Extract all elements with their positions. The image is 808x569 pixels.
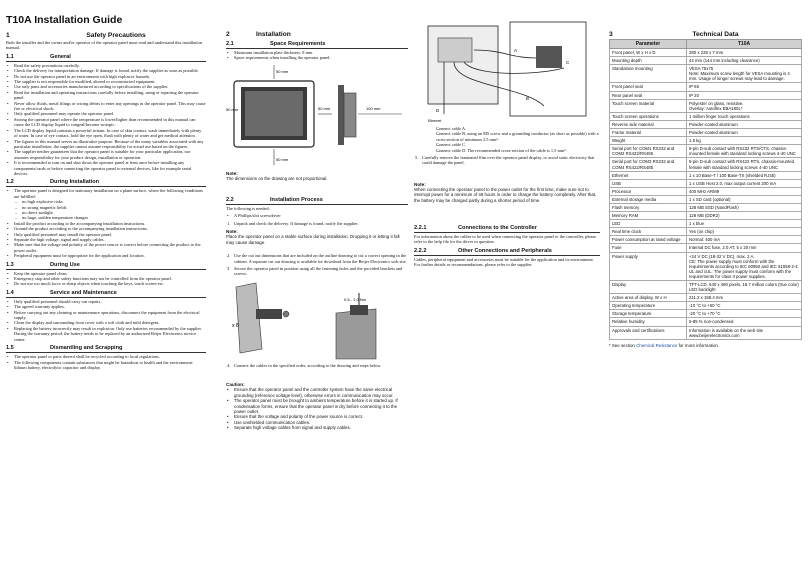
- table-row: [610, 310, 802, 318]
- table-row: [610, 158, 802, 171]
- caution-list: [226, 387, 408, 430]
- space-requirements-figure: [226, 63, 408, 168]
- value-cell: Information is available on the web site www.beijerelectronics.com: [687, 326, 802, 339]
- divider: [226, 204, 408, 205]
- value-cell: 1 x USB Host 2.0, max output current 200 mA: [687, 179, 802, 187]
- space-list: [226, 50, 408, 61]
- list-item: • Only qualified personnel should carry out repairs.: [6, 299, 206, 304]
- parameter-cell: Approvals and certifications: [610, 326, 687, 339]
- controller-cabinet: [510, 22, 586, 116]
- table-body: [610, 49, 802, 340]
- table-row: [610, 203, 802, 211]
- table-row: [610, 57, 802, 65]
- parameter-cell: LED: [610, 220, 687, 228]
- parameter-cell: USB: [610, 179, 687, 187]
- technical-data-table: [609, 39, 802, 340]
- note-text: The dimensions on the drawing are not proportional.: [226, 175, 328, 181]
- caution-heading: Caution:: [226, 382, 245, 388]
- value-cell: 44 mm (144 mm including clearance): [687, 57, 802, 65]
- parameter-cell: Processor: [610, 187, 687, 195]
- divider: [6, 269, 206, 270]
- list-item: • Clean the display and surrounding front cover with a soft cloth and mild detergent.: [6, 320, 206, 325]
- list-item: • Before carrying out any cleaning or maintenance operations, disconnect the equipment from the electrical supply.: [6, 310, 206, 321]
- value-cell: 128 MB (DDR2): [687, 212, 802, 220]
- value-cell: IP 20: [687, 91, 802, 99]
- value-cell: 1.5 kg: [687, 137, 802, 145]
- table-row: [610, 49, 802, 57]
- divider: [6, 61, 206, 62]
- process-intro: The following is needed:: [226, 206, 270, 212]
- list-item: • Keep the operator panel clean.: [6, 271, 206, 276]
- heading-during-installation: 1.2 During Installation: [6, 179, 100, 186]
- value-cell: 400 MHz ARM9: [687, 187, 802, 195]
- table-row: [610, 145, 802, 158]
- parameter-cell: Flash memory: [610, 203, 687, 211]
- list-item: • Replacing the battery incorrectly may result in explosion. Only use batteries recommended by the supplier. During the warranty period, the battery needs to be replaced by an authorized Beijer Electronics service center.: [6, 326, 206, 342]
- value-cell: VESA 75x75 Note: Maximum screw length for VESA mounting is 4 mm. Usage of longer screws may lead to damage.: [687, 65, 802, 83]
- step-list: [414, 155, 600, 166]
- heading-during-use: 1.3 During Use: [6, 261, 80, 268]
- heading-installation-process: 2.2 Installation Process: [226, 197, 323, 204]
- column-header-model: T10A: [687, 40, 802, 49]
- list-item: – no direct sunlight: [6, 210, 206, 215]
- list-item: • Read the installation and operating instructions carefully before installing, using or repairing the operator panel.: [6, 90, 206, 101]
- table-header-row: [610, 40, 802, 49]
- table-row: [610, 212, 802, 220]
- list-item: • Separate high voltage cables from signal and supply cables.: [226, 425, 408, 430]
- table-row: [610, 294, 802, 302]
- value-cell: TFT-LCD. 640 x 480 pixels, 16.7 million colors (true color) LED backlight: [687, 281, 802, 294]
- dim-left: 50 mm: [226, 106, 239, 112]
- note-text: Place the operator panel on a stable surface during installation. Dropping it or letting it fall may cause damage.: [226, 234, 400, 245]
- list-item: • Only qualified personnel may install the operator panel.: [6, 232, 206, 237]
- value-cell: 128 MB SSD (NandFlash): [687, 203, 802, 211]
- parameter-cell: Power consumption at rated voltage: [610, 236, 687, 244]
- parameter-cell: Touch screen operations: [610, 112, 687, 120]
- list-item: • Space requirements when installing the operator panel:: [226, 55, 408, 60]
- panel-screen-inner: [245, 91, 303, 136]
- list-item: – Connect cable B, using an M5 screw and a grounding conductor (as short as possible) with a cross-section of minimum 2.5 mm².: [428, 131, 600, 142]
- list-item: • Peripheral equipment must be appropriate for the application and location.: [6, 253, 206, 258]
- list-item: • The operator panel must be brought to ambient temperature before it is started up. If condensation forms, ensure that the operator panel is dry before connecting it to the power outlet.: [226, 398, 408, 414]
- general-list: [6, 63, 206, 177]
- parameter-cell: Real time clock: [610, 228, 687, 236]
- heading-controller: 2.2.1 Connections to the Controller: [414, 225, 537, 232]
- table-row: [610, 318, 802, 326]
- value-cell: 1 x 10 Base-T / 100 Base-TX (shielded RJ45): [687, 171, 802, 179]
- list-item: • Use unshielded communication cables.: [226, 420, 408, 425]
- section-heading-technical-data: 3 Technical Data: [609, 31, 739, 38]
- parameter-cell: Serial port for COM3 RS232 and COM4 RS422/RS485: [610, 158, 687, 171]
- list-item: – no high explosive risks: [6, 199, 206, 204]
- list-item: • Ground the product according to the accompanying installation instructions.: [6, 226, 206, 231]
- footnote: * See section Chemical Resistance for more information.: [609, 342, 720, 348]
- list-item: • Ensure that the voltage and polarity of the power source is correct.: [226, 414, 408, 419]
- column-connections: [414, 14, 600, 269]
- peripherals-text: Cables, peripheral equipment and accessories must be suitable for the application and its environment. For further details or recommendations, please refer to the supplier.: [414, 256, 594, 268]
- list-item: • The agreed warranty applies.: [6, 304, 206, 309]
- chemical-resistance-link[interactable]: Chemical Resistance: [636, 342, 678, 348]
- dismantling-list: [6, 354, 206, 370]
- parameter-cell: External storage media: [610, 195, 687, 203]
- label-c: C: [566, 60, 570, 65]
- table-row: [610, 137, 802, 145]
- installation-list: [6, 188, 206, 199]
- list-item: • Do not use the operator panel in an environment with high explosive hazards.: [6, 74, 206, 79]
- step-5: 5. Carefully remove the laminated film over the operator panel display, to avoid static electricity that could damage the panel.: [414, 155, 600, 166]
- parameter-cell: Front panel seal: [610, 83, 687, 91]
- table-row: [610, 228, 802, 236]
- list-item: • Install the product according to the accompanying installation instructions.: [6, 221, 206, 226]
- table-row: [610, 83, 802, 91]
- heading-service: 1.4 Service and Maintenance: [6, 289, 117, 296]
- parameter-cell: Reverse side material: [610, 120, 687, 128]
- parameter-cell: Frame material: [610, 129, 687, 137]
- list-item: • The operator panel or parts thereof shall be recycled according to local regulations.: [6, 354, 206, 359]
- list-item: • The following components contain substances that might be hazardous to health and the environment: lithium battery, electrolytic capacitor and display.: [6, 360, 206, 371]
- note-text: When connecting the operator panel to the power outlet for the first time, make sure not to interrupt power for a minimum of 48 hours in order to charge the battery completely. After that, the battery may be charged partly during a shorter period of time.: [414, 186, 597, 203]
- list-item: – Connect cable C.: [428, 142, 600, 147]
- panel-side-bezel: [338, 85, 344, 145]
- parameter-cell: Ethernet: [610, 171, 687, 179]
- list-item: • Never allow fluids, metal filings or wiring debris to enter any openings in the operator panel. This may cause fire or electrical shock.: [6, 101, 206, 112]
- parameter-cell: Relative humidity: [610, 318, 687, 326]
- table-row: [610, 252, 802, 280]
- parameter-cell: Front panel, W x H x D: [610, 49, 687, 57]
- screw-count: x 8: [232, 322, 239, 329]
- list-item: • A Phillips/slot screwdriver: [226, 213, 408, 218]
- table-row: [610, 99, 802, 112]
- list-item: • The operator panel is designed for stationary installation on a plane surface, where the following conditions are fulfilled:: [6, 188, 206, 199]
- label-b: B: [526, 96, 530, 101]
- cable-connection-figure: [414, 16, 600, 124]
- list-item: – Connect cable D. The recommended cross-section of the cable is 1.5 mm².: [428, 148, 600, 153]
- step-list: [226, 253, 408, 277]
- section-heading-safety: 1 Safety Precautions: [6, 32, 146, 39]
- divider: [6, 186, 206, 187]
- value-cell: -20 °C to +70 °C: [687, 310, 802, 318]
- value-cell: Powder-coated aluminum: [687, 129, 802, 137]
- dim-rear: 100 mm: [366, 105, 381, 111]
- section-heading-installation: 2 Installation: [226, 31, 291, 38]
- use-list: [6, 271, 206, 287]
- column-safety: [6, 14, 206, 370]
- step-list: [226, 363, 408, 368]
- value-cell: Yes (on chip): [687, 228, 802, 236]
- list-item: • The supplier neither guarantees that the operator panel is suitable for your particular application, nor assumes responsibility for your product design, installation or operation.: [6, 149, 206, 160]
- parameter-cell: Standalone mounting: [610, 65, 687, 83]
- value-cell: Powder-coated aluminum: [687, 120, 802, 128]
- table-row: [610, 236, 802, 244]
- list-item: • Read the safety precautions carefully.: [6, 63, 206, 68]
- list-item: • The figures in this manual serves an illustrative purpose. Because of the many variables associated with any particular installation, the supplier cannot assume responsibility for actual use based on the figures.: [6, 139, 206, 150]
- table-row: [610, 244, 802, 252]
- table-row: [610, 179, 802, 187]
- table-row: [610, 281, 802, 294]
- dim-top: 50 mm: [276, 68, 289, 74]
- column-technical-data: [609, 14, 802, 348]
- parameter-cell: Active area of display, W x H: [610, 294, 687, 302]
- parameter-cell: Fuse: [610, 244, 687, 252]
- note-heading: Note:: [414, 181, 426, 187]
- panel-side-body: [344, 93, 356, 137]
- step-list: [226, 221, 408, 226]
- parameter-cell: Touch screen material: [610, 99, 687, 112]
- value-cell: Internal DC fuse, 2.0 AT, 5 x 20 mm: [687, 244, 802, 252]
- list-item: • Use only parts and accessories manufactured according to specifications of the supplier.: [6, 84, 206, 89]
- table-row: [610, 112, 802, 120]
- table-row: [610, 120, 802, 128]
- table-row: [610, 171, 802, 179]
- parameter-cell: Power supply: [610, 252, 687, 280]
- step-3: 3. Secure the operator panel in position using all the fastening holes and the provided brackets and screws:: [226, 266, 408, 277]
- dim-bottom: 50 mm: [276, 156, 289, 162]
- parameter-cell: Serial port for COM1 RS232 and COM2 RS422/RS485: [610, 145, 687, 158]
- list-item: • Ensure that the operator panel and the controller system have the same electrical grounding (reference voltage level), otherwise errors in communication may occur.: [226, 387, 408, 398]
- value-cell: 211.2 x 158.4 mm: [687, 294, 802, 302]
- parameter-cell: Operating temperature: [610, 302, 687, 310]
- value-cell: +24 V DC (18-32 V DC), max. 2 A. CE: The power supply must conform with the requirements according to IEC 60950 and IEC 61558-2-4. UL and cUL: The power supply must conform with the requirements for class II power supplies.: [687, 252, 802, 280]
- parameter-cell: Memory RAM: [610, 212, 687, 220]
- divider: [414, 232, 600, 233]
- bracket-left: [256, 309, 282, 319]
- table-row: [610, 302, 802, 310]
- list-item: • Storing the operator panel where the temperature is lower/higher than recommended in this manual can cause the LCD display liquid to congeal/become isotopic.: [6, 117, 206, 128]
- value-cell: 9-pin D-sub contact with RS232 RTS/CTS, chassis-mounted female with standard locking screws 4-40 UNC: [687, 145, 802, 158]
- divider: [6, 352, 206, 353]
- document-title: T10A Installation Guide: [6, 14, 123, 26]
- step-1: 1. Unpack and check the delivery. If damage is found, notify the supplier.: [226, 221, 408, 226]
- heading-dismantling: 1.5 Dismantling and Scrapping: [6, 345, 123, 352]
- table-row: [610, 220, 802, 228]
- step-2: 2. Use the cut out dimensions that are included on the outline drawing to cut a correct opening in the cabinet. A separate cut out drawing is available for download from the Beijer Electronics web site.: [226, 253, 408, 264]
- panel-housing-right: [336, 309, 376, 359]
- controller-text: For information about the cables to be used when connecting the operator panel to the controller, please refer to the help file for the driver in question.: [414, 234, 597, 245]
- note-heading: Note:: [226, 229, 238, 235]
- table-row: [610, 65, 802, 83]
- list-item: • Make sure that the voltage and polarity of the power source is correct before connecting the product to the power outlet.: [6, 242, 206, 253]
- step-4: 4. Connect the cables in the specified order, according to the drawing and steps below.: [226, 363, 408, 368]
- safety-intro: Both the installer and the owner and/or operator of the operator panel must read and understand this installation manual.: [6, 40, 202, 51]
- heading-general: 1.1 General: [6, 53, 71, 60]
- installation-conditions-list: [6, 199, 206, 221]
- list-item: – Connect cable A.: [428, 126, 600, 131]
- torque-value: 0.5 - 1.0 Nm: [344, 296, 367, 302]
- value-cell: 1 x SD card (optional): [687, 195, 802, 203]
- table-row: [610, 326, 802, 339]
- divider: [226, 48, 408, 49]
- divider: [6, 297, 206, 298]
- list-item: • Separate the high voltage, signal and supply cables.: [6, 237, 206, 242]
- value-cell: IP 65: [687, 83, 802, 91]
- parameter-cell: Display: [610, 281, 687, 294]
- parameter-cell: Mounting depth: [610, 57, 687, 65]
- list-item: • Only qualified personnel may operate the operator panel.: [6, 111, 206, 116]
- parameter-cell: Rear panel seal: [610, 91, 687, 99]
- value-cell: Polyester on glass, resistive. Overlay: Autoflex EBA180L*: [687, 99, 802, 112]
- list-item: • The LCD display liquid contains a powerful irritant. In case of skin contact, wash immediately with plenty of water. In case of eye contact, hold the eye open, flush with plenty of water and get medical attention.: [6, 128, 206, 139]
- value-cell: -10 °C to +60 °C: [687, 302, 802, 310]
- service-list: [6, 299, 206, 342]
- divider: [414, 255, 600, 256]
- list-item: • Check the delivery for transportation damage. If damage is found, notify the supplier as soon as possible.: [6, 68, 206, 73]
- value-cell: Normal: 400 mA: [687, 236, 802, 244]
- heading-space-requirements: 2.1 Space Requirements: [226, 41, 326, 47]
- table-row: [610, 187, 802, 195]
- parameter-cell: Storage temperature: [610, 310, 687, 318]
- column-installation: [226, 14, 408, 431]
- connector-block: [438, 38, 472, 62]
- note-heading: Note:: [226, 170, 238, 176]
- table-row: [610, 129, 802, 137]
- controller-unit: [536, 46, 562, 68]
- list-item: • Do not use too much force or sharp objects when touching the keys, touch screen etc.: [6, 281, 206, 286]
- tools-list: [226, 213, 408, 218]
- table-row: [610, 91, 802, 99]
- value-cell: 9-pin D-sub contact with RS422 RTS, chassis-mounted female with standard locking screws 4-40 UNC: [687, 158, 802, 171]
- connection-steps: [414, 126, 600, 153]
- figure-caption: Ethernet: [428, 119, 442, 123]
- parameter-cell: Weight: [610, 137, 687, 145]
- list-item: – no strong magnetic fields: [6, 205, 206, 210]
- list-item: • The supplier is not responsible for modified, altered or reconstructed equipment.: [6, 79, 206, 84]
- label-d: D: [436, 108, 440, 113]
- table-row: [610, 195, 802, 203]
- installation-list-2: [6, 221, 206, 259]
- list-item: • Maximum installation plate thickness: 8 mm: [226, 50, 408, 55]
- list-item: • Emergency stop and other safety functions may not be controlled from the operator panel.: [6, 276, 206, 281]
- heading-peripherals: 2.2.2 Other Connections and Peripherals: [414, 247, 552, 254]
- list-item: – no large, sudden temperature changes: [6, 215, 206, 220]
- bracket-mounting-figure: [226, 279, 408, 361]
- value-cell: 280 x 228 x 7 mm: [687, 49, 802, 57]
- bracket-right: [350, 305, 368, 315]
- value-cell: 1 x blue: [687, 220, 802, 228]
- screw-left: [283, 311, 289, 317]
- column-header-parameter: Parameter: [610, 40, 687, 49]
- value-cell: 5-85 % non-condensed: [687, 318, 802, 326]
- value-cell: 1 million finger touch operations: [687, 112, 802, 120]
- label-a: A: [514, 48, 518, 53]
- dim-right: 50 mm: [318, 105, 331, 111]
- list-item: • It is recommended to turn on and shut down the operator panel at least once before installing any components/cards or before connecting the operator panel to external devices, like for example serial devices.: [6, 160, 206, 176]
